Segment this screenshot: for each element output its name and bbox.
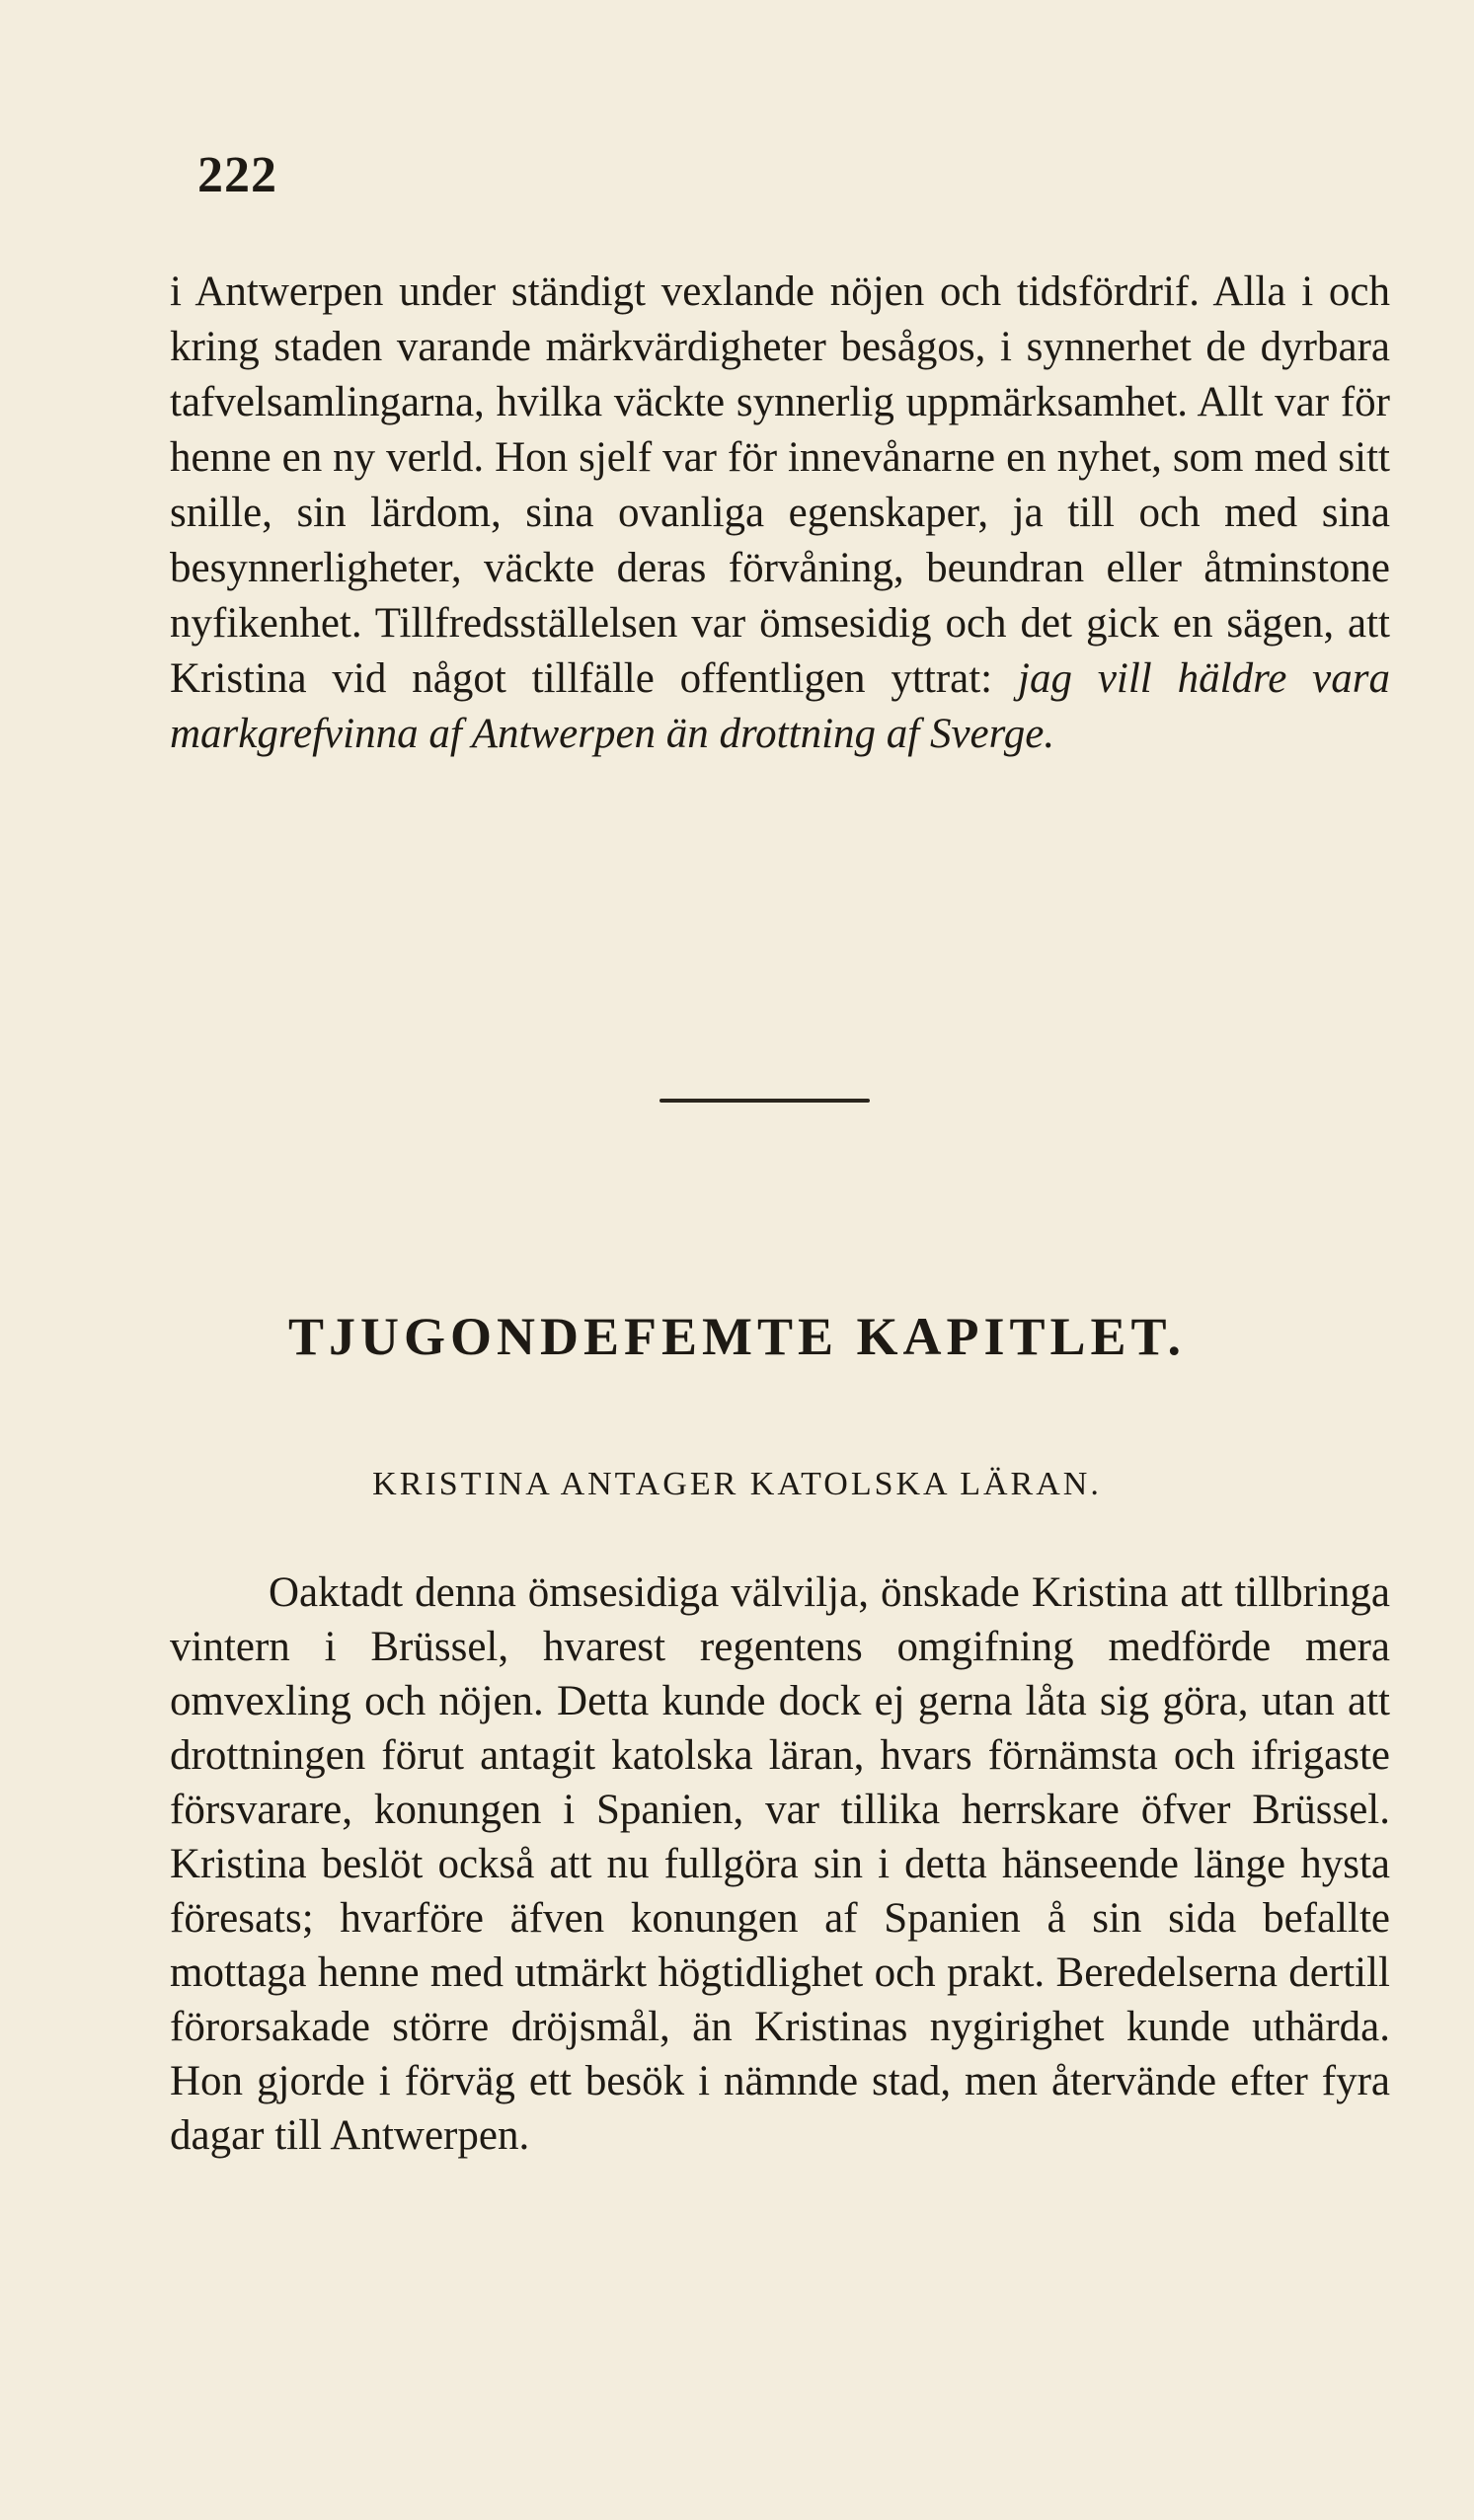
chapter-title: TJUGONDEFEMTE KAPITLET. <box>287 1307 1187 1366</box>
page-number: 222 <box>197 147 277 203</box>
italic-quote: jag vill häldre vara markgrefvinna af Antwerpen än drottning af Sverge. <box>170 655 1390 757</box>
section-divider <box>659 1099 870 1103</box>
chapter-subtitle: KRISTINA ANTAGER KATOLSKA LÄRAN. <box>372 1466 1102 1502</box>
paragraph-antwerpen <box>170 265 1390 762</box>
paragraph-text: i Antwerpen under ständigt vexlande nöjen och tidsfördrif. Alla i och kring staden varande märkvärdigheter besågos, i synnerhet de dyrbara tafvelsamlingarna, hvilka väckte synnerlig uppmärksamhet. Allt var för henne en ny verld. Hon sjelf var för innevånarne en nyhet, som med sitt snille, sin lärdom, sina ovanliga egenskaper, ja till och med sina besynnerligheter, väckte deras förvåning, beundran eller åtminstone nyfikenhet. Tillfredsställelsen var ömsesidig och det gick en sägen, att Kristina vid något tillfälle offentligen yttrat: <box>170 268 1390 702</box>
paragraph-chapter-opening: Oaktadt denna ömsesidiga välvilja, önskade Kristina att tillbringa vintern i Brüssel, hvarest regentens omgifning medförde mera omvexling och nöjen. Detta kunde dock ej gerna låta sig göra, utan att drottningen förut antagit katolska läran, hvars förnämsta och ifrigaste försvarare, konungen i Spanien, var tillika herrskare öfver Brüssel. Kristina beslöt också att nu fullgöra sin i detta hänseende länge hysta föresats; hvarföre äfven konungen af Spanien å sin sida befallte mottaga henne med utmärkt högtidlighet och prakt. Beredelserna dertill förorsakade större dröjsmål, än Kristinas nygirighet kunde uthärda. Hon gjorde i förväg ett besök i nämnde stad, men återvände efter fyra dagar till Antwerpen. <box>170 1569 1390 2159</box>
